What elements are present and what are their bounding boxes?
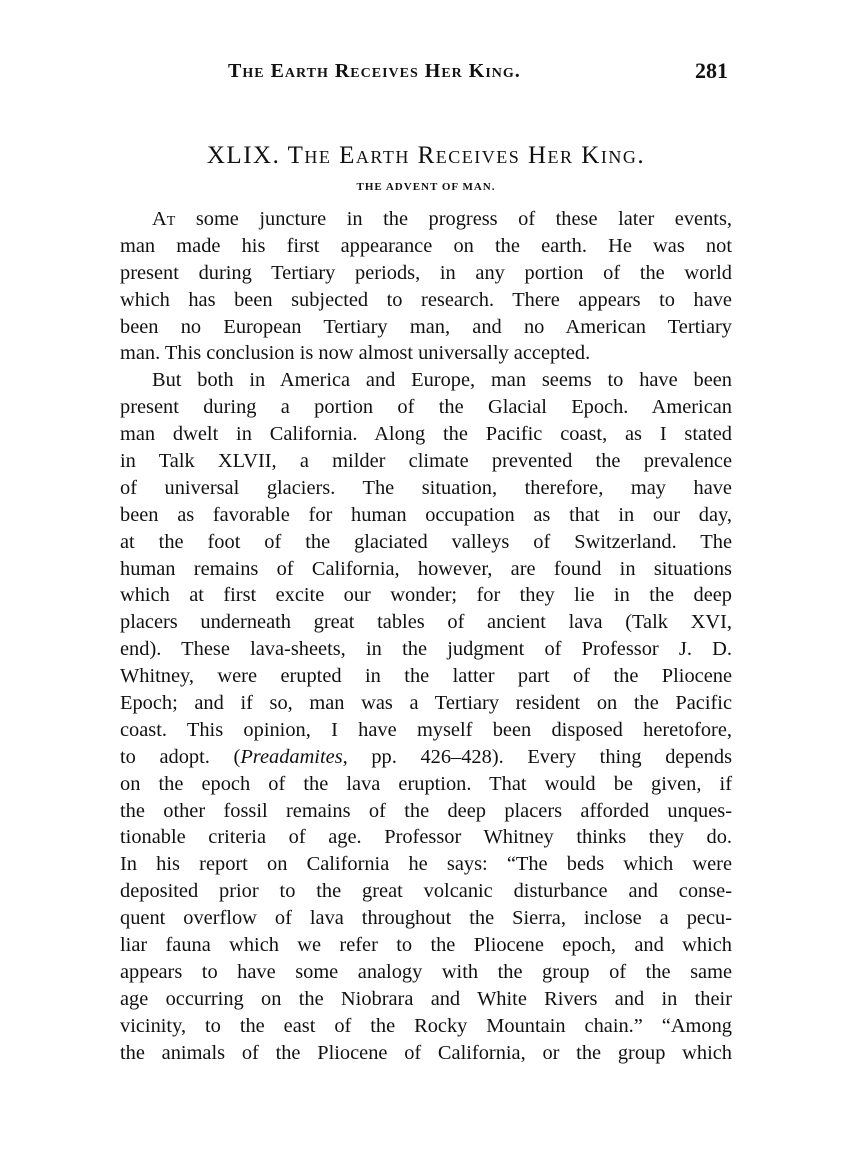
text-line: present during Tertiary periods, in any portion of the world — [120, 261, 732, 284]
text-line: Epoch; and if so, man was a Tertiary resident on the Pacific — [120, 692, 732, 715]
text-line: to adopt. (Preadamites, pp. 426–428). Every thing depends — [120, 745, 733, 768]
text-line: human remains of California, however, are found in situations — [120, 557, 732, 580]
text-line: in Talk XLVII, a milder climate prevented the prevalence — [120, 450, 732, 473]
text-line: tionable criteria of age. Professor Whitney thinks they do. — [120, 826, 732, 849]
text-line: man dwelt in California. Along the Pacific coast, as I stated — [120, 423, 732, 446]
cited-title: Preadamites — [240, 745, 343, 768]
chapter-subheading: THE ADVENT OF MAN. — [356, 181, 496, 193]
text-line: vicinity, to the east of the Rocky Mountain chain.” “Among — [120, 1014, 732, 1037]
text-line: been as favorable for human occupation as that in our day, — [120, 503, 732, 526]
body-text — [120, 206, 732, 1067]
chapter-heading: XLIX. The Earth Receives Her King. — [206, 142, 646, 169]
paragraph — [120, 367, 732, 1066]
text-line: Whitney, were erupted in the latter part of the Pliocene — [120, 665, 732, 688]
text-line: In his report on California he says: “The beds which were — [120, 853, 732, 876]
text-line: which at first excite our wonder; for they lie in the deep — [120, 584, 732, 607]
text-line: which has been subjected to research. There appears to have — [120, 288, 732, 311]
running-title: The Earth Receives Her King. — [228, 60, 521, 82]
text-line: on the epoch of the lava eruption. That would be given, if — [120, 772, 732, 795]
text-line: present during a portion of the Glacial Epoch. American — [120, 396, 732, 419]
text-line: coast. This opinion, I have myself been disposed heretofore, — [120, 718, 732, 741]
running-head — [120, 58, 732, 90]
text-line: end). These lava-sheets, in the judgment of Professor J. D. — [120, 638, 732, 661]
text-line: at the foot of the glaciated valleys of Switzerland. The — [120, 530, 732, 553]
paragraph — [120, 206, 732, 367]
opening-word: At — [152, 208, 176, 230]
text-line: been no European Tertiary man, and no American Tertiary — [120, 315, 732, 338]
text-line: But both in America and Europe, man seems to have been — [152, 369, 732, 392]
text-line: of universal glaciers. The situation, therefore, may have — [120, 476, 732, 499]
first-line-rest: some juncture in the progress of these later events, — [195, 208, 732, 230]
text-line: the animals of the Pliocene of California, or the group which — [120, 1041, 732, 1064]
text-line: man. This conclusion is now almost universally accepted. — [120, 342, 591, 365]
text-line: appears to have some analogy with the group of the same — [120, 960, 732, 983]
text-line — [120, 206, 732, 233]
text-line: quent overflow of lava throughout the Sierra, inclose a pecu- — [120, 907, 732, 930]
text-line: placers underneath great tables of ancient lava (Talk XVI, — [120, 611, 732, 634]
text-line: age occurring on the Niobrara and White Rivers and in their — [120, 987, 732, 1010]
text-line: deposited prior to the great volcanic disturbance and conse- — [120, 880, 732, 903]
text-line: liar fauna which we refer to the Pliocene epoch, and which — [120, 934, 732, 957]
page-number: 281 — [695, 58, 728, 83]
text-line: man made his first appearance on the earth. He was not — [120, 234, 732, 257]
text-line: the other fossil remains of the deep placers afforded unques- — [120, 799, 732, 822]
